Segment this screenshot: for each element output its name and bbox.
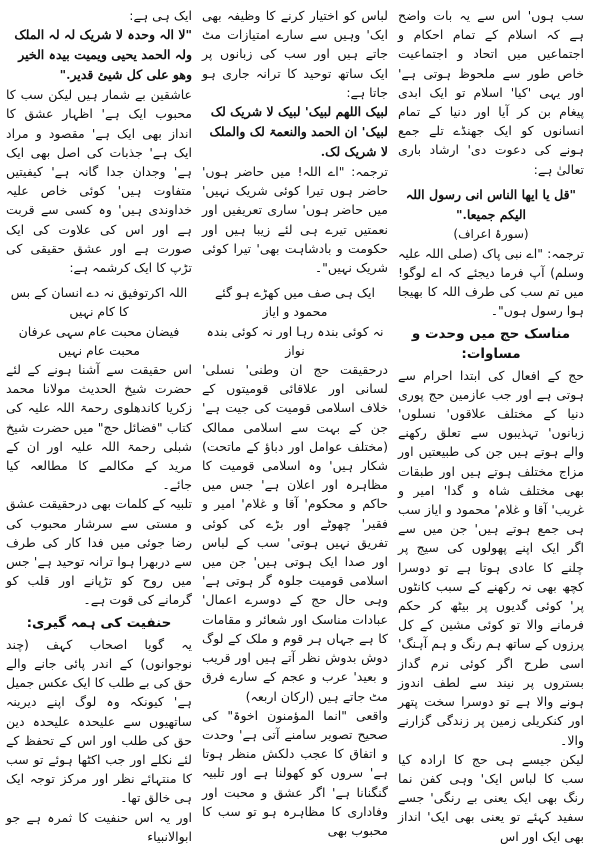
translation: ترجمہ: "اے اللہ! میں حاضر ہوں' حاضر ہوں تیرا کوئی شریک نہیں' میں حاضر ہوں' ساری تعریفیں اور نعمتیں تیرے ہی لئے زیبا ہیں اور حکومت و بادشاہت بھی' تیرا کوئی شریک نہیں"۔ bbox=[202, 164, 388, 276]
paragraph: لباس کو اختیار کرنے کا وظیفہ بھی ایک' وہیں سے سارے امتیازات مٹ جاتے ہیں اور سب کی زبانوں پر ایک ساتھ توحید کا ترانہ جاری ہو جاتا ہے: bbox=[202, 8, 388, 100]
paragraph: تلبیہ کے کلمات بھی درحقیقت عشق و مستی سے سرشار محبوب کی رضا جوئی میں فدا کار کی طرف سے دربھرا ہوا ترانہ توحید ہے' جس میں روح کو تڑپانے اور قلب کو گرمانے کی قوت ہے۔ bbox=[6, 496, 192, 608]
translation: ترجمہ: "اے نبی پاک (صلی اللہ علیہ وسلم) آپ فرما دیجئے کہ اے لوگو! میں تم سب کی طرف اللہ کا بھیجا ہوا رسول ہوں"۔ bbox=[398, 245, 584, 319]
section-heading: مناسک حج میں وحدت و مساوات: bbox=[411, 325, 571, 362]
paragraph: واقعی "انما المؤمنون اخوۃ" کی صحیح تصویر سامنے آتی ہے' وحدت و اتفاق کا عجب دلکش منظر ہوتا ہے' سروں کو کھولنا ہے اور تلبیہ گنگنانا ہے' اگر عشق و محبت اور وفاداری کا مظاہرہ ہو تو سب کا محبوب بھی bbox=[202, 707, 388, 838]
talbiyah-arabic: لبیک اللھم لبیک' لبیک لا شریک لک لبیک' ان الحمد والنعمۃ لک والملک لا شریک لک. bbox=[209, 104, 388, 160]
poetry-line: ایک ہی صف میں کھڑے ہو گئے محمود و ایاز bbox=[214, 285, 376, 320]
paragraph: درحقیقت حج ان وطنی' نسلی' لسانی اور علاقائی قومیتوں کے خلاف اسلامی قومیت کی جیت ہے' جن کے بہت سے اسلامی ممالک (مختلف عوامل اور دباؤ کے ماتحت) شکار ہیں' وہ اسلامی قومیت کا مظاہرہ اور اعلان ہے' جس میں حاکم و محکوم' آقا و غلام' امیر و فقیر' چھوٹے اور بڑے کی کوئی تفریق نہیں ہوتی' سب کے لباس اور صدا ایک ہوتی ہیں' جن میں اسلامی قومیت جلوہ گر ہوتی ہے' وہی حال حج کے دوسرے اعمال' عبادات مناسک اور شعائر و مقامات کا ہے جہاں ہر قوم و ملک کے لوگ دوش بدوش نظر آتے ہیں اور قریب و بعید' عرب و عجم کے سارے فرق مٹ جاتے ہیں (ارکان اربعہ) bbox=[202, 362, 388, 704]
paragraph: یہ گویا اصحاب کہف (چند نوجوانوں) کے اندر پائی جانے والے حق کی بے طلب کا ایک عکس جمیل ہے' کیونکہ وہ لوگ اپنے دیرینہ ساتھیوں سے علیحدہ علیحدہ دین حق کی طلب اور اس کے تحفظ کے لئے نکلے اور جب اکٹھا ہوئے تو سب کا منتہائے نظر اور مرکز توجہ ایک ہی خالق تھا۔ bbox=[6, 636, 192, 806]
paragraph: لیکن جیسے ہی حج کا ارادہ کیا سب کا لباس ایک' وہی کفن نما رنگ بھی ایک یعنی بے رنگی' جسے سفید کہئے تو یعنی بھی ایک' انداز بھی ایک اور اس bbox=[398, 751, 584, 844]
arabic-verse: "قل یا ایھا الناس انی رسول اللہ الیکم جمیعا." bbox=[405, 186, 577, 222]
column-left bbox=[6, 6, 192, 844]
column-middle bbox=[202, 6, 388, 838]
paragraph: ایک ہی ہے: bbox=[129, 8, 192, 23]
columns bbox=[6, 6, 584, 844]
paragraph: سب ہوں' اس سے یہ بات واضح ہے کہ اسلام کے تمام احکام و اجتماعیں میں اتحاد و اجتماعیت خاص طور سے ملحوظ ہوتی ہے' اور یہی 'کیا' اسلام تو ایک ابدی پیغام بن کر آیا اور دنیا کے تمام انسانوں کو ایک جھنڈے تلے جمع ہونے کی دعوت دی' ارشاد باری تعالیٰ ہے: bbox=[398, 8, 584, 177]
poetry-line: فیضان محبت عام سہی عرفان محبت عام نہیں bbox=[18, 323, 180, 358]
paragraph: اور یہ اس حنفیت کا ثمرہ ہے جو ابوالانبیاء bbox=[6, 809, 192, 844]
paragraph: حج کے افعال کی ابتدا احرام سے ہوتی ہے اور جب عازمین حج پوری دنیا کے مختلف علاقوں' نسلوں' زبانوں' تہذیبوں سے تعلق رکھنے والے ہوتے ہیں جن کی طبیعتیں اور مزاج مختلف ہوتے ہیں اور طبقات بھی مختلف شاہ و گدا' امیر و غریب' آقا و غلام' محمود و ایاز سب ہی جمع ہوتے ہیں' جن میں سے اگر ایک اپنے پھولوں کی سیج پر چلنے کا عادی ہوتا ہے تو دوسرا کچھ بھی نہ رکھنے کے سبب کانٹوں پر' کوئی گدیوں پر بیٹھ کر حکم فرمانے والا تو کوئی مشین کے کل پرزوں کے ساتھ ہم رنگ و ہم آہنگ' اسی طرح اگر کوئی نرم گداز بستروں پر نیند سے لطف اندوز ہونے والا ہے تو دوسرا سخت پتھر اور کنکریلی زمین پر زندگی گزارنے والا۔ bbox=[398, 367, 584, 748]
paragraph: اس حقیقت سے آشنا ہونے کے لئے حضرت شیخ الحدیث مولانا محمد زکریا کاندھلوی رحمۃ اللہ علیہ کی کتاب "فضائل حج" میں حضرت شیخ شبلی رحمۃ اللہ علیہ اور ان کے مرید کے مکالمے کا مطالعہ کیا جائے۔ bbox=[6, 362, 192, 493]
poetry-line: نہ کوئی بندہ رہا اور نہ کوئی بندہ نواز bbox=[206, 323, 384, 358]
paragraph: عاشقین بے شمار ہیں لیکن سب کا محبوب ایک ہے' اظہار عشق کا انداز بھی ایک ہے' مقصود و مراد ایک ہے' جذبات کی اصل بھی ایک ہے' وجدان جدا گانہ ہے' کیفیتیں متفاوت ہیں' کوئی خاص علیہ خداوندی ہیں' وہ کسی سے قربت ہے اور اس کی علاوت کی ایک صورت ہے اور عشق حقیقی کی تڑپ کا ایک کرشمہ ہے: bbox=[6, 87, 192, 276]
poetry-line: اللہ اکرتوفیق نہ دے انسان کے بس کا کام نہیں bbox=[10, 285, 188, 320]
surah-reference: (سورۂ اعراف) bbox=[453, 226, 529, 241]
section-heading: حنفیت کی ہمہ گیری: bbox=[26, 614, 172, 631]
column-right bbox=[398, 6, 584, 844]
arabic-kalima: "لا الہ وحدہ لا شریک لہ لہ الملک ولہ الحمد یحیی ویمیت بیدہ الخیر وھو علی کل شیئ قدیر." bbox=[14, 27, 192, 83]
